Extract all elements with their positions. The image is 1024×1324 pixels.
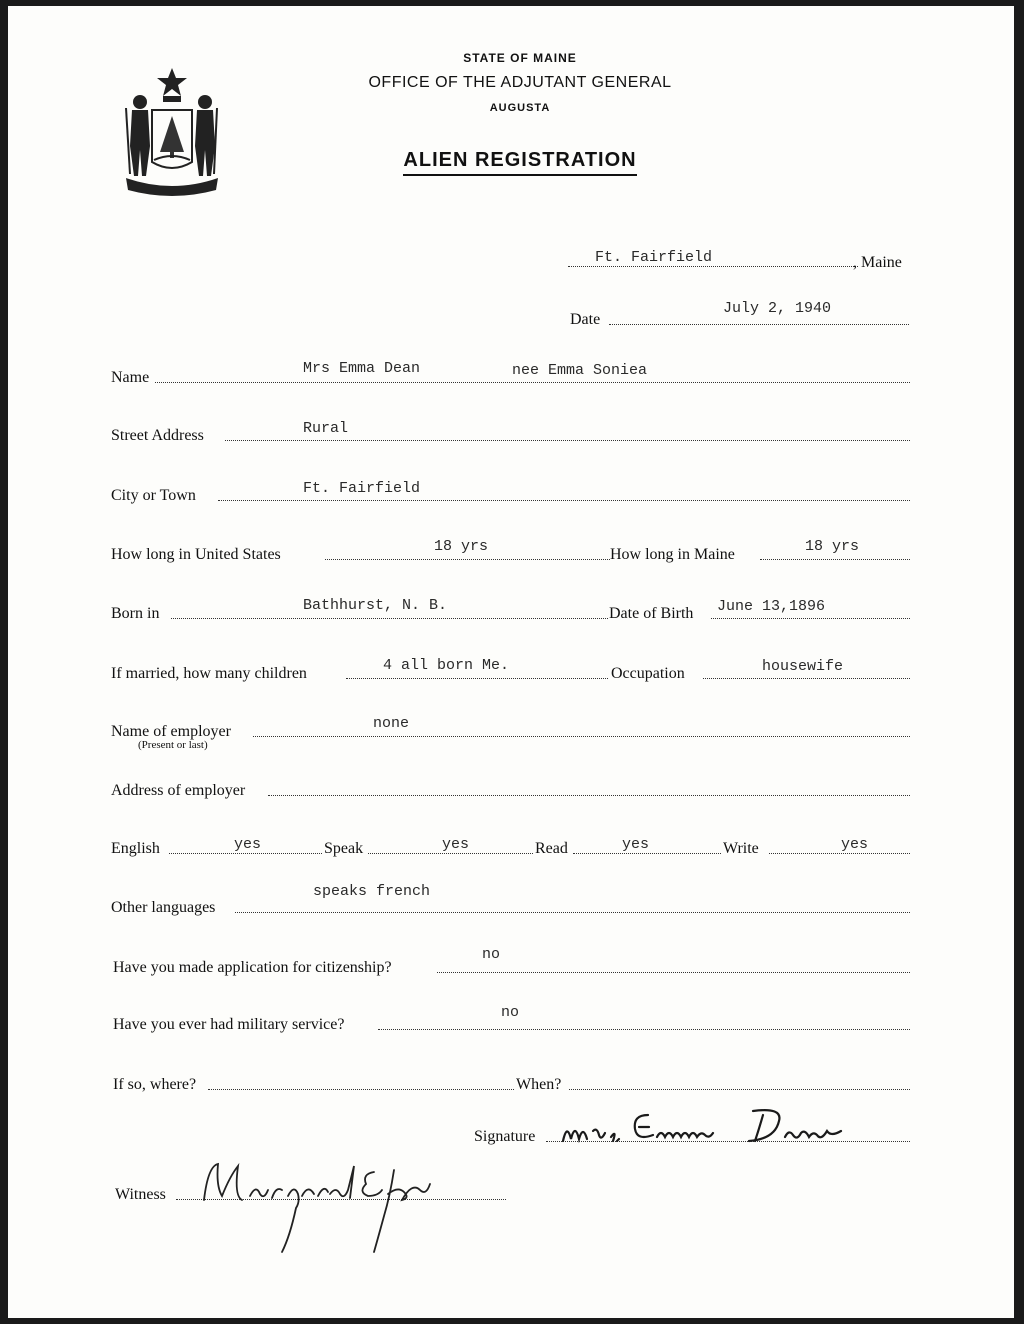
street-dots bbox=[225, 440, 910, 441]
maine-value: 18 yrs bbox=[805, 538, 860, 555]
maine-label: How long in Maine bbox=[610, 546, 735, 563]
when-label: When? bbox=[516, 1076, 562, 1093]
header-state: STATE OF MAINE bbox=[463, 51, 577, 65]
speak-label: Speak bbox=[324, 840, 364, 857]
us-dots bbox=[325, 559, 610, 560]
street-value: Rural bbox=[303, 420, 349, 437]
speak-value: yes bbox=[442, 836, 470, 853]
born-dots bbox=[171, 618, 608, 619]
children-value: 4 all born Me. bbox=[383, 657, 510, 674]
seal-banner-text: MAINE bbox=[151, 173, 185, 183]
children-dots bbox=[346, 678, 608, 679]
born-label: Born in bbox=[111, 605, 160, 622]
other-languages-value: speaks french bbox=[313, 883, 431, 900]
read-value: yes bbox=[622, 836, 650, 853]
other-languages-label: Other languages bbox=[111, 899, 216, 916]
us-label: How long in United States bbox=[111, 546, 281, 563]
citizenship-dots bbox=[437, 972, 910, 973]
employer-label: Name of employer bbox=[111, 723, 231, 740]
english-dots bbox=[169, 853, 322, 854]
military-label: Have you ever had military service? bbox=[113, 1016, 345, 1033]
employer-sublabel: (Present or last) bbox=[138, 739, 208, 751]
date-value: July 2, 1940 bbox=[723, 300, 832, 317]
form-page bbox=[8, 6, 1014, 1318]
other-languages-dots bbox=[235, 912, 910, 913]
signature-label: Signature bbox=[474, 1128, 536, 1145]
us-value: 18 yrs bbox=[434, 538, 489, 555]
military-dots bbox=[378, 1029, 910, 1030]
name-label: Name bbox=[111, 369, 150, 386]
occupation-label: Occupation bbox=[611, 665, 685, 682]
place-suffix: , Maine bbox=[853, 254, 902, 271]
date-label: Date bbox=[570, 311, 601, 328]
born-value: Bathhurst, N. B. bbox=[303, 597, 448, 614]
header-city: AUGUSTA bbox=[489, 102, 551, 114]
employer-dots bbox=[253, 736, 910, 737]
where-dots bbox=[208, 1089, 514, 1090]
dob-dots bbox=[711, 618, 910, 619]
write-value: yes bbox=[841, 836, 869, 853]
citizenship-value: no bbox=[482, 946, 501, 963]
header-office: OFFICE OF THE ADJUTANT GENERAL bbox=[368, 74, 672, 91]
occupation-value: housewife bbox=[762, 658, 844, 675]
witness-label: Witness bbox=[115, 1186, 166, 1203]
employer-value: none bbox=[373, 715, 410, 732]
read-label: Read bbox=[535, 840, 568, 857]
write-label: Write bbox=[723, 840, 759, 857]
signature-handwriting bbox=[553, 1101, 853, 1151]
military-value: no bbox=[501, 1004, 520, 1021]
employer-address-dots bbox=[268, 795, 910, 796]
occupation-dots bbox=[703, 678, 910, 679]
children-label: If married, how many children bbox=[111, 665, 307, 682]
name-maiden-value: nee Emma Soniea bbox=[512, 362, 648, 379]
english-value: yes bbox=[234, 836, 262, 853]
write-dots bbox=[769, 853, 910, 854]
street-label: Street Address bbox=[111, 427, 204, 444]
city-label: City or Town bbox=[111, 487, 196, 504]
english-label: English bbox=[111, 840, 160, 857]
witness-handwriting bbox=[198, 1156, 438, 1256]
city-dots bbox=[218, 500, 910, 501]
form-title-text: ALIEN REGISTRATION bbox=[403, 149, 636, 176]
name-value: Mrs Emma Dean bbox=[303, 360, 421, 377]
speak-dots bbox=[368, 853, 533, 854]
date-dots bbox=[609, 324, 909, 325]
citizenship-label: Have you made application for citizenship? bbox=[113, 959, 392, 976]
dob-label: Date of Birth bbox=[609, 605, 694, 622]
place-value: Ft. Fairfield bbox=[595, 249, 713, 266]
when-dots bbox=[569, 1089, 910, 1090]
name-dots bbox=[155, 382, 910, 383]
city-value: Ft. Fairfield bbox=[303, 480, 421, 497]
where-label: If so, where? bbox=[113, 1076, 197, 1093]
dob-value: June 13,1896 bbox=[717, 598, 826, 615]
place-dots bbox=[568, 266, 858, 267]
employer-address-label: Address of employer bbox=[111, 782, 246, 799]
maine-dots bbox=[760, 559, 910, 560]
read-dots bbox=[573, 853, 721, 854]
